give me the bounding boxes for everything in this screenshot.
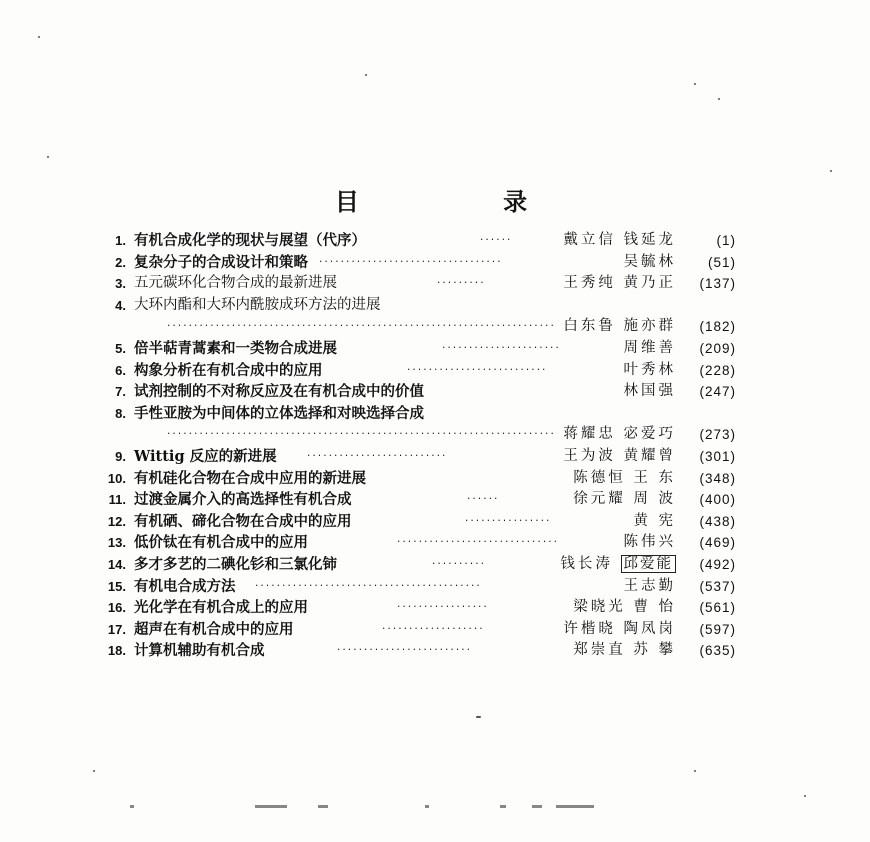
entry-page: (348) xyxy=(699,470,736,486)
toc-entry xyxy=(96,640,736,662)
scan-smudge xyxy=(425,805,429,808)
entry-authors: 戴立信 钱延龙 xyxy=(563,232,676,248)
entry-number: 17. xyxy=(107,621,126,637)
leader-dots: ········· xyxy=(436,278,485,289)
entry-page: (561) xyxy=(699,600,736,616)
entry-page: (469) xyxy=(699,535,736,551)
leader-dots: ················ xyxy=(464,515,551,526)
leader-dots: ······························ xyxy=(396,537,559,548)
entry-title: 五元碳环化合物合成的最新进展 xyxy=(134,275,337,292)
entry-number: 5. xyxy=(115,340,126,356)
leader-dots: ·········································· xyxy=(254,580,481,591)
scan-speck xyxy=(47,156,49,158)
scan-smudge xyxy=(130,805,134,808)
entry-page: (635) xyxy=(699,643,736,659)
toc-entry xyxy=(96,489,736,511)
entry-authors: 王为波 黄耀曾 xyxy=(563,447,676,464)
entry-title: 有机硅化合物在合成中应用的新进展 xyxy=(134,469,366,487)
toc-entry xyxy=(96,446,736,468)
entry-title: 光化学在有机合成上的应用 xyxy=(134,599,308,617)
toc-entry xyxy=(96,511,736,533)
entry-page: (228) xyxy=(699,362,736,378)
entry-title: 有机硒、碲化合物在合成中的应用 xyxy=(134,512,352,530)
leader-dots: ··················· xyxy=(381,623,484,634)
leader-dots: ·········· xyxy=(431,558,486,569)
toc-entry xyxy=(96,403,736,425)
scan-smudge xyxy=(556,805,594,808)
entry-number: 2. xyxy=(115,254,126,270)
entry-title: 复杂分子的合成设计和策略 xyxy=(134,253,308,271)
leader-dots: ······ xyxy=(479,235,512,245)
toc-entry xyxy=(96,597,736,619)
entry-title: 大环内酯和大环内酰胺成环方法的进展 xyxy=(134,296,381,313)
scan-smudge xyxy=(532,805,542,808)
entry-title: 有机电合成方法 xyxy=(134,577,236,595)
entry-number: 1. xyxy=(115,233,126,248)
entry-number: 6. xyxy=(115,362,126,378)
boxed-author-name: 邱爱能 xyxy=(621,555,677,573)
entry-authors: 蒋耀忠 宓爱巧 xyxy=(563,426,676,443)
entry-authors: 徐元耀 周 波 xyxy=(573,491,676,508)
entry-number: 3. xyxy=(115,276,126,292)
toc-entry xyxy=(96,619,736,641)
scan-speck xyxy=(830,170,832,172)
entry-number: 13. xyxy=(107,535,126,551)
scan-speck xyxy=(804,795,806,797)
scan-speck xyxy=(38,36,40,38)
entry-page: (209) xyxy=(699,340,736,356)
page-title: 目 录 xyxy=(334,187,596,216)
scan-smudge xyxy=(255,805,287,808)
entry-authors: 许楷晓 陶凤岗 xyxy=(563,620,676,637)
entry-page: (247) xyxy=(699,384,736,400)
toc-entry xyxy=(96,273,736,295)
scan-speck xyxy=(718,98,720,100)
entry-title: 过渡金属介入的高选择性有机合成 xyxy=(134,491,352,509)
author-name: 钱长涛 xyxy=(560,555,613,572)
entry-page: (438) xyxy=(699,513,736,529)
entry-page: (273) xyxy=(699,427,736,443)
leader-dots: ······ xyxy=(466,494,499,505)
toc-entry xyxy=(96,381,736,403)
entry-authors: 白东鲁 施亦群 xyxy=(563,318,676,335)
toc-entry xyxy=(96,360,736,382)
scan-speck xyxy=(93,770,95,772)
entry-number: 9. xyxy=(115,448,126,464)
entry-authors: 林国强 xyxy=(623,383,676,400)
toc-entry xyxy=(96,532,736,554)
entry-title: 超声在有机合成中的应用 xyxy=(134,620,294,638)
leader-dots: ······················ xyxy=(441,342,560,353)
entry-page: (492) xyxy=(699,556,736,572)
entry-authors: 陈德恒 王 东 xyxy=(573,469,676,486)
entry-authors: 郑崇直 苏 攀 xyxy=(573,642,676,659)
toc-entry xyxy=(96,576,736,598)
scan-smudge xyxy=(318,805,328,808)
leader-dots: ·························· xyxy=(406,364,547,375)
toc-entry xyxy=(96,252,736,274)
toc-entry xyxy=(96,230,736,252)
entry-number: 14. xyxy=(107,556,126,572)
leader-dots: ·························· xyxy=(306,450,447,461)
toc-entry xyxy=(96,554,736,576)
entry-authors: 周维善 xyxy=(623,339,676,356)
scan-smudge xyxy=(500,805,506,808)
entry-number: 18. xyxy=(107,643,126,659)
leader-dots: ························· xyxy=(336,645,472,656)
scan-speck xyxy=(476,716,481,718)
table-of-contents xyxy=(96,230,736,662)
entry-page: (400) xyxy=(699,492,736,508)
entry-title: 倍半萜青蒿素和一类物合成进展 xyxy=(134,339,337,357)
toc-entry xyxy=(96,338,736,360)
entry-number: 16. xyxy=(107,600,126,616)
entry-authors: 王志勤 xyxy=(623,577,676,594)
entry-number: 10. xyxy=(107,470,126,486)
entry-title: 低价钛在有机合成中的应用 xyxy=(134,534,308,552)
entry-title: 多才多艺的二碘化钐和三氯化铈 xyxy=(134,555,337,573)
entry-page: (537) xyxy=(699,578,736,594)
entry-page: (137) xyxy=(699,276,736,292)
toc-entry-continuation xyxy=(96,316,736,338)
entry-authors: 陈伟兴 xyxy=(623,534,676,551)
entry-number: 12. xyxy=(107,513,126,529)
toc-entry xyxy=(96,295,736,317)
entry-authors xyxy=(506,554,676,576)
toc-entry-continuation xyxy=(96,424,736,446)
leader-dots: ········································································ xyxy=(166,321,555,332)
leader-dots: ················· xyxy=(396,602,488,613)
entry-number: 15. xyxy=(107,578,126,594)
entry-title: 计算机辅助有机合成 xyxy=(134,642,265,660)
entry-page: (182) xyxy=(699,319,736,335)
scan-speck xyxy=(694,83,696,85)
entry-number: 11. xyxy=(108,492,126,508)
scan-speck xyxy=(365,74,367,76)
entry-authors: 叶秀林 xyxy=(623,361,676,378)
entry-page: (51) xyxy=(707,254,736,270)
entry-authors: 王秀纯 黄乃正 xyxy=(563,275,676,292)
toc-entry xyxy=(96,468,736,490)
entry-number: 8. xyxy=(115,405,126,421)
entry-authors: 黄 宪 xyxy=(633,512,676,529)
entry-authors: 吴毓林 xyxy=(623,253,676,270)
entry-number: 7. xyxy=(115,384,126,400)
entry-authors: 梁晓光 曹 怡 xyxy=(573,599,676,616)
entry-page: (301) xyxy=(699,448,736,464)
entry-page: (1) xyxy=(716,233,736,248)
entry-title: 有机合成化学的现状与展望（代序） xyxy=(134,232,366,249)
entry-page: (597) xyxy=(699,621,736,637)
entry-title: 试剂控制的不对称反应及在有机合成中的价值 xyxy=(134,383,424,401)
scan-speck xyxy=(694,770,696,772)
entry-number: 4. xyxy=(115,297,126,313)
leader-dots: ········································································ xyxy=(166,429,555,440)
leader-dots: ·································· xyxy=(318,256,502,267)
entry-title: Wittig 反应的新进展 xyxy=(134,447,277,465)
entry-title: 手性亚胺为中间体的立体选择和对映选择合成 xyxy=(134,404,424,422)
entry-title: 构象分析在有机合成中的应用 xyxy=(134,361,323,379)
